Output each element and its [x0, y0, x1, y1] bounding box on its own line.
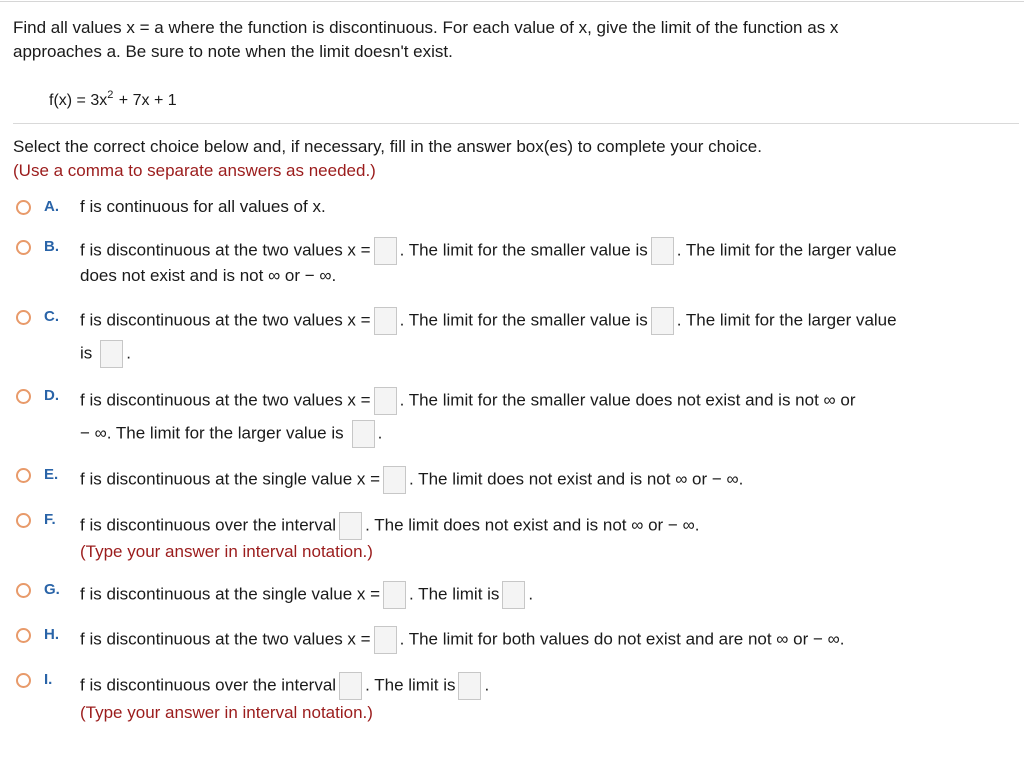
option-g-line-1 [80, 581, 533, 609]
option-c-answer-box-1[interactable] [374, 307, 397, 335]
option-g-radio[interactable] [16, 583, 31, 598]
function-formula [49, 89, 177, 110]
option-i-text-3: . [484, 675, 490, 695]
option-f-radio[interactable] [16, 513, 31, 528]
option-f-line-1 [80, 512, 699, 540]
option-c-line-2 [80, 340, 131, 368]
option-h-answer-box-1[interactable] [374, 626, 397, 654]
option-d-line-2 [80, 420, 382, 448]
top-border [0, 1, 1024, 2]
option-d-answer-box-2[interactable] [352, 420, 375, 448]
option-i-letter: I. [44, 671, 53, 688]
option-d-letter: D. [44, 387, 59, 404]
option-e-text-2: . The limit does not exist and is not ∞ or − ∞. [409, 469, 744, 489]
question-text [13, 16, 1003, 64]
option-f-hint: (Type your answer in interval notation.) [80, 542, 373, 561]
option-b-answer-box-1[interactable] [374, 237, 397, 265]
option-d-text-3: − ∞. The limit for the larger value is [80, 423, 344, 443]
section-divider [13, 123, 1019, 124]
option-h-line-1 [80, 626, 844, 654]
option-c-answer-box-2[interactable] [651, 307, 674, 335]
option-e-text-1: f is discontinuous at the single value x = [80, 469, 381, 489]
formula-suffix: + 7x + 1 [114, 92, 177, 109]
option-e-letter: E. [44, 466, 59, 483]
option-b-line-2: does not exist and is not ∞ or − ∞. [80, 266, 337, 285]
option-a-radio[interactable] [16, 200, 31, 215]
option-c-text-2: . The limit for the smaller value is [399, 310, 648, 330]
option-e-answer-box-1[interactable] [383, 466, 406, 494]
option-g-answer-box-2[interactable] [502, 581, 525, 609]
option-b-radio[interactable] [16, 240, 31, 255]
option-c-line-1 [80, 307, 897, 335]
option-b-text-2: . The limit for the smaller value is [399, 240, 648, 260]
option-a-text: f is continuous for all values of x. [80, 197, 326, 216]
option-g-answer-box-1[interactable] [383, 581, 406, 609]
option-e-line-1 [80, 466, 743, 494]
option-b-text-1: f is discontinuous at the two values x = [80, 240, 371, 260]
option-i-text-2: . The limit is [365, 675, 456, 695]
option-g-letter: G. [44, 581, 60, 598]
option-d-text-2: . The limit for the smaller value does not exist and is not ∞ or [399, 390, 856, 410]
option-f-text-2: . The limit does not exist and is not ∞ or − ∞. [365, 515, 700, 535]
instruction-hint: (Use a comma to separate answers as needed.) [13, 161, 376, 180]
option-d-answer-box-1[interactable] [374, 387, 397, 415]
option-b-answer-box-2[interactable] [651, 237, 674, 265]
option-b-text-3: . The limit for the larger value [676, 240, 897, 260]
option-g-text-3: . [528, 584, 534, 604]
question-line-1: Find all values x = a where the function is discontinuous. For each value of x, give the limit of the function as x [13, 18, 839, 37]
option-f-answer-box-1[interactable] [339, 512, 362, 540]
option-c-radio[interactable] [16, 310, 31, 325]
option-d-line-1 [80, 387, 855, 415]
option-c-text-5: . [126, 343, 132, 363]
option-c-letter: C. [44, 308, 59, 325]
option-c-answer-box-3[interactable] [100, 340, 123, 368]
option-d-text-4: . [377, 423, 383, 443]
option-b-line-1 [80, 237, 897, 265]
option-f-letter: F. [44, 511, 56, 528]
option-g-text-1: f is discontinuous at the single value x = [80, 584, 381, 604]
option-a-letter: A. [44, 198, 59, 215]
option-i-radio[interactable] [16, 673, 31, 688]
option-d-text-1: f is discontinuous at the two values x = [80, 390, 371, 410]
option-i-hint: (Type your answer in interval notation.) [80, 703, 373, 722]
option-f-text-1: f is discontinuous over the interval [80, 515, 337, 535]
option-b-letter: B. [44, 238, 59, 255]
option-h-text-1: f is discontinuous at the two values x = [80, 629, 371, 649]
option-i-line-1 [80, 672, 489, 700]
option-h-radio[interactable] [16, 628, 31, 643]
question-line-2: approaches a. Be sure to note when the limit doesn't exist. [13, 42, 453, 61]
option-i-answer-box-1[interactable] [339, 672, 362, 700]
instruction-text: Select the correct choice below and, if necessary, fill in the answer box(es) to complete your choice. [13, 137, 762, 156]
option-i-answer-box-2[interactable] [458, 672, 481, 700]
option-c-text-4: is [80, 343, 93, 363]
option-h-letter: H. [44, 626, 59, 643]
instructions [13, 135, 762, 183]
formula-prefix: f(x) = 3x [49, 92, 108, 109]
option-g-text-2: . The limit is [409, 584, 500, 604]
option-d-radio[interactable] [16, 389, 31, 404]
option-c-text-1: f is discontinuous at the two values x = [80, 310, 371, 330]
option-i-text-1: f is discontinuous over the interval [80, 675, 337, 695]
formula-exponent: 2 [107, 89, 114, 101]
option-e-radio[interactable] [16, 468, 31, 483]
option-h-text-2: . The limit for both values do not exist and are not ∞ or − ∞. [399, 629, 845, 649]
option-c-text-3: . The limit for the larger value [676, 310, 897, 330]
